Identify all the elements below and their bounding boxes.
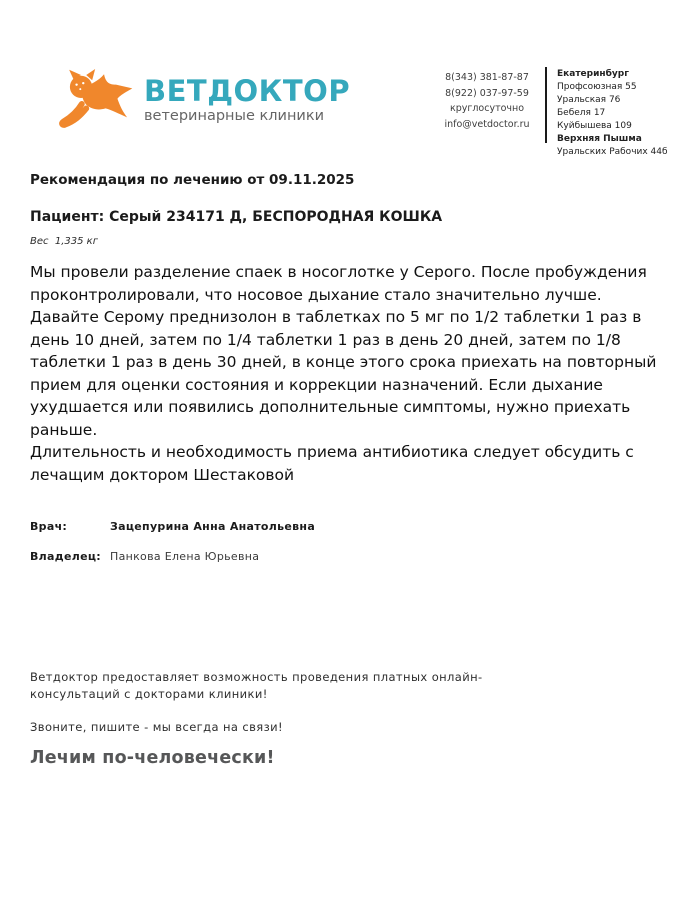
owner-row bbox=[30, 550, 259, 563]
paragraph-antibiotic-note: Длительность и необходимость приема антибиотика следует обсудить с лечащим доктором Шестаковой bbox=[30, 443, 634, 484]
contact-cta: Звоните, пишите - мы всегда на связи! bbox=[30, 720, 284, 734]
address-line: Профсоюзная 55 bbox=[557, 82, 637, 92]
address-city: Екатеринбург bbox=[557, 69, 629, 79]
recommendation-text bbox=[30, 261, 678, 486]
brand-tagline: ветеринарные клиники bbox=[144, 108, 325, 125]
document-title: Рекомендация по лечению от 09.11.2025 bbox=[30, 172, 355, 188]
doctor-name: Зацепурина Анна Анатольевна bbox=[110, 520, 316, 533]
logo-text bbox=[144, 60, 350, 124]
address-line: Бебеля 17 bbox=[557, 108, 606, 118]
paragraph-surgery-summary: Мы провели разделение спаек в носоглотке у Серого. После пробуждения проконтролировали, что носовое дыхание стало значительно лучше. bbox=[30, 263, 647, 304]
cat-logo-icon bbox=[58, 60, 136, 142]
patient-line: Пациент: Серый 234171 Д, БЕСПОРОДНАЯ КОШКА bbox=[30, 209, 443, 225]
address-block bbox=[557, 68, 668, 159]
online-consult-note: Ветдоктор предоставляет возможность проведения платных онлайн-консультаций с докторами клиники! bbox=[30, 670, 483, 701]
doctor-label: Врач: bbox=[30, 520, 68, 533]
patient-weight: Вес 1,335 кг bbox=[30, 236, 98, 247]
clinic-logo bbox=[58, 60, 350, 142]
contact-block bbox=[428, 70, 546, 132]
address-city: Верхняя Пышма bbox=[557, 134, 642, 144]
owner-name: Панкова Елена Юрьевна bbox=[110, 550, 260, 563]
address-line: Уральская 76 bbox=[557, 95, 621, 105]
phone-secondary: 8(922) 037-97-59 bbox=[445, 87, 529, 99]
header-divider bbox=[545, 67, 547, 143]
doctor-row bbox=[30, 520, 315, 533]
brand-name: ВЕТДОКТОР bbox=[144, 74, 351, 108]
owner-label: Владелец: bbox=[30, 550, 101, 563]
address-line: Уральских Рабочих 44б bbox=[557, 147, 668, 157]
phone-primary: 8(343) 381-87-87 bbox=[445, 72, 529, 83]
clinic-slogan: Лечим по-человечески! bbox=[30, 748, 275, 768]
email-address: info@vetdoctor.ru bbox=[444, 118, 530, 130]
paragraph-prescription: Давайте Серому преднизолон в таблетках по 5 мг по 1/2 таблетки 1 раз в день 10 дней, затем по 1/4 таблетки 1 раз в день 20 дней, затем по 1/8 таблетки 1 раз в день 30 дней, в конце этого срока приехать на повторный прием для оценки состояния и коррекции назначений. Если дыхание ухудшается или появились дополнительные симптомы, нужно приехать раньше. bbox=[30, 308, 657, 439]
working-hours: круглосуточно bbox=[449, 103, 525, 114]
address-line: Куйбышева 109 bbox=[557, 121, 632, 131]
